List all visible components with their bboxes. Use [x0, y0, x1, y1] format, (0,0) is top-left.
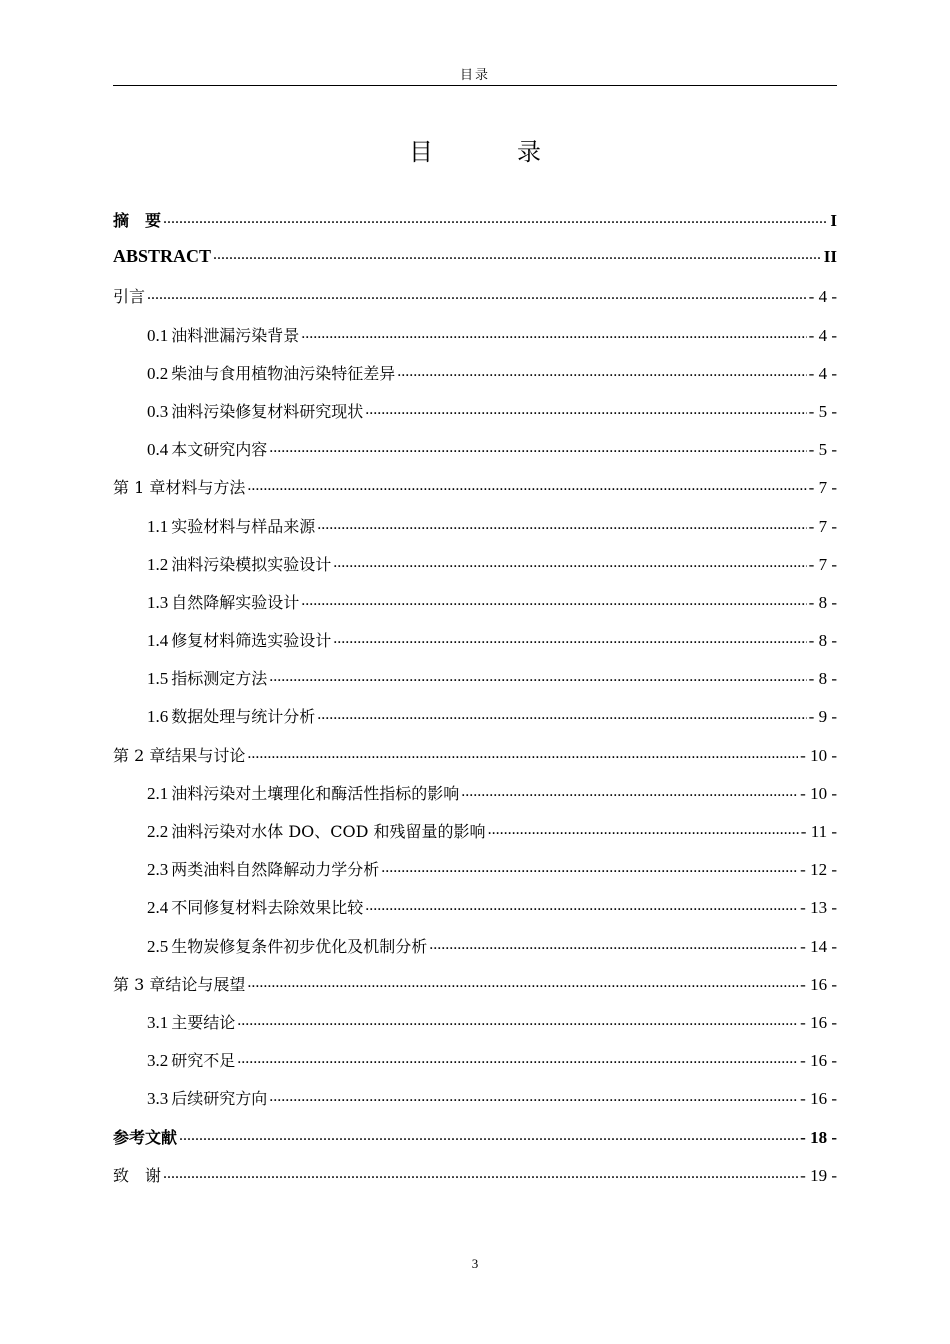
toc-entry-page: I — [830, 211, 837, 230]
toc-dot-leader — [365, 897, 798, 913]
toc-entry-label: 生物炭修复条件初步优化及机制分析 — [171, 936, 428, 956]
toc-entry-number: 2.5 — [147, 936, 169, 956]
toc-entry-page: - 9 - — [808, 707, 837, 727]
toc-entry[interactable] — [113, 781, 837, 819]
toc-entry[interactable] — [113, 1086, 837, 1124]
toc-entry-label: 不同修复材料去除效果比较 — [171, 898, 364, 918]
toc-entry[interactable] — [113, 819, 837, 857]
toc-entry-number: 2.1 — [147, 783, 169, 803]
toc-dot-leader — [237, 1050, 798, 1066]
toc-dot-leader — [488, 821, 799, 837]
toc-entry-page: - 16 - — [800, 1051, 837, 1071]
toc-dot-leader — [237, 1012, 798, 1028]
toc-dot-leader — [179, 1127, 798, 1143]
toc-dot-leader — [269, 668, 806, 684]
toc-dot-leader — [247, 477, 806, 493]
toc-entry-label: 第 2 章结果与讨论 — [113, 745, 246, 765]
toc-entry-label: 第 3 章结论与展望 — [113, 974, 246, 994]
toc-entry-page: - 4 - — [808, 363, 837, 383]
toc-entry-page: - 8 - — [808, 669, 837, 689]
toc-entry-number: 1.3 — [147, 592, 169, 612]
toc-entry[interactable] — [113, 552, 837, 590]
toc-dot-leader — [269, 1088, 798, 1104]
toc-entry-page: - 10 - — [800, 745, 837, 765]
toc-entry-page: - 7 - — [808, 478, 837, 498]
toc-entry[interactable] — [113, 1163, 837, 1201]
toc-entry[interactable] — [113, 1125, 837, 1163]
toc-entry-number: 1.1 — [147, 516, 169, 536]
toc-entry-label: 油料泄漏污染背景 — [171, 325, 300, 345]
toc-entry-label: 修复材料筛选实验设计 — [171, 631, 332, 651]
toc-dot-leader — [381, 859, 798, 875]
running-header-title: 目录 — [459, 68, 490, 83]
toc-dot-leader — [397, 363, 806, 379]
toc-entry-label: 油料污染修复材料研究现状 — [171, 401, 364, 421]
toc-entry-label: 致 谢 — [113, 1165, 162, 1185]
toc-entry-number: 3.2 — [147, 1051, 169, 1071]
toc-dot-leader — [317, 516, 806, 532]
toc-dot-leader — [269, 439, 806, 455]
toc-entry-page: - 19 - — [800, 1165, 837, 1185]
toc-entry-page: - 18 - — [800, 1127, 837, 1147]
toc-entry-number: 1.2 — [147, 554, 169, 574]
toc-dot-leader — [247, 745, 798, 761]
toc-entry[interactable] — [113, 208, 837, 246]
toc-entry[interactable] — [113, 284, 837, 322]
toc-dot-leader — [429, 936, 798, 952]
toc-entry[interactable] — [113, 857, 837, 895]
toc-entry[interactable] — [113, 1010, 837, 1048]
toc-entry-label: 指标测定方法 — [171, 669, 268, 689]
toc-entry[interactable] — [113, 323, 837, 361]
toc-entry-label: 本文研究内容 — [171, 440, 268, 460]
toc-entry-page: - 7 - — [808, 554, 837, 574]
toc-entry[interactable] — [113, 628, 837, 666]
toc-entry-page: - 4 - — [808, 325, 837, 345]
toc-entry-number: 0.2 — [147, 363, 169, 383]
toc-entry[interactable] — [113, 246, 837, 284]
toc-entry-page: - 7 - — [808, 516, 837, 536]
toc-entry-label: ABSTRACT — [113, 246, 212, 267]
toc-entry-number: 2.2 — [147, 822, 169, 841]
toc-dot-leader — [213, 246, 822, 262]
toc-entry-number: 2.4 — [147, 898, 169, 918]
toc-entry-label: 引言 — [113, 287, 146, 307]
toc-entry-page: - 8 - — [808, 631, 837, 651]
toc-entry[interactable] — [113, 972, 837, 1010]
toc-entry-page: - 11 - — [800, 822, 837, 841]
toc-entry[interactable] — [113, 704, 837, 742]
toc-dot-leader — [333, 554, 806, 570]
toc-entry-number: 0.3 — [147, 401, 169, 421]
toc-dot-leader — [147, 286, 807, 302]
toc-entry-page: II — [823, 247, 837, 267]
toc-entry-page: - 8 - — [808, 592, 837, 612]
toc-entry[interactable] — [113, 590, 837, 628]
toc-entry-label: 数据处理与统计分析 — [171, 707, 316, 727]
toc-dot-leader — [247, 974, 798, 990]
toc-entry-label: 两类油料自然降解动力学分析 — [171, 860, 380, 880]
table-of-contents — [113, 208, 837, 1201]
toc-entry-number: 1.4 — [147, 631, 169, 651]
toc-dot-leader — [163, 210, 828, 226]
toc-entry-label: 柴油与食用植物油污染特征差异 — [171, 363, 396, 383]
toc-dot-leader — [461, 783, 798, 799]
toc-entry[interactable] — [113, 475, 837, 513]
toc-entry-page: - 16 - — [800, 1089, 837, 1109]
toc-entry-page: - 16 - — [800, 974, 837, 994]
toc-entry-page: - 5 - — [808, 440, 837, 460]
toc-dot-leader — [301, 325, 806, 341]
toc-entry-label: 摘 要 — [113, 211, 162, 230]
toc-dot-leader — [317, 706, 806, 722]
toc-entry-number: 0.1 — [147, 325, 169, 345]
toc-entry[interactable] — [113, 514, 837, 552]
toc-entry[interactable] — [113, 399, 837, 437]
toc-entry-label: 参考文献 — [113, 1127, 178, 1147]
toc-entry[interactable] — [113, 437, 837, 475]
toc-entry-number: 1.6 — [147, 707, 169, 727]
toc-entry-page: - 16 - — [800, 1012, 837, 1032]
toc-entry-page: - 13 - — [800, 898, 837, 918]
toc-entry-page: - 14 - — [800, 936, 837, 956]
toc-entry-label: 油料污染对土壤理化和酶活性指标的影响 — [171, 783, 460, 803]
toc-dot-leader — [163, 1165, 798, 1181]
running-header — [113, 66, 837, 86]
toc-entry-page: - 10 - — [800, 783, 837, 803]
toc-entry-page: - 4 - — [808, 287, 837, 307]
toc-entry-number: 3.1 — [147, 1012, 169, 1032]
toc-entry-number: 0.4 — [147, 440, 169, 460]
toc-entry-number: 2.3 — [147, 860, 169, 880]
toc-dot-leader — [333, 630, 806, 646]
page-number: 3 — [471, 1256, 479, 1271]
toc-entry-label: 后续研究方向 — [171, 1089, 268, 1109]
toc-entry-label: 自然降解实验设计 — [171, 592, 300, 612]
toc-entry-label: 油料污染对水体 DO、COD 和残留量的影响 — [171, 822, 486, 841]
toc-entry[interactable] — [113, 361, 837, 399]
toc-entry-label: 研究不足 — [171, 1051, 236, 1071]
toc-entry-number: 3.3 — [147, 1089, 169, 1109]
toc-entry-label: 油料污染模拟实验设计 — [171, 554, 332, 574]
toc-entry-page: - 12 - — [800, 860, 837, 880]
toc-entry-number: 1.5 — [147, 669, 169, 689]
toc-entry[interactable] — [113, 934, 837, 972]
toc-entry[interactable] — [113, 666, 837, 704]
toc-entry-label: 主要结论 — [171, 1012, 236, 1032]
toc-entry-page: - 5 - — [808, 401, 837, 421]
toc-entry-label: 第 1 章材料与方法 — [113, 478, 246, 498]
toc-entry[interactable] — [113, 895, 837, 933]
toc-entry-label: 实验材料与样品来源 — [171, 516, 316, 536]
toc-dot-leader — [365, 401, 806, 417]
toc-title: 目 录 — [409, 138, 571, 166]
toc-entry[interactable] — [113, 1048, 837, 1086]
toc-dot-leader — [301, 592, 806, 608]
toc-entry[interactable] — [113, 743, 837, 781]
